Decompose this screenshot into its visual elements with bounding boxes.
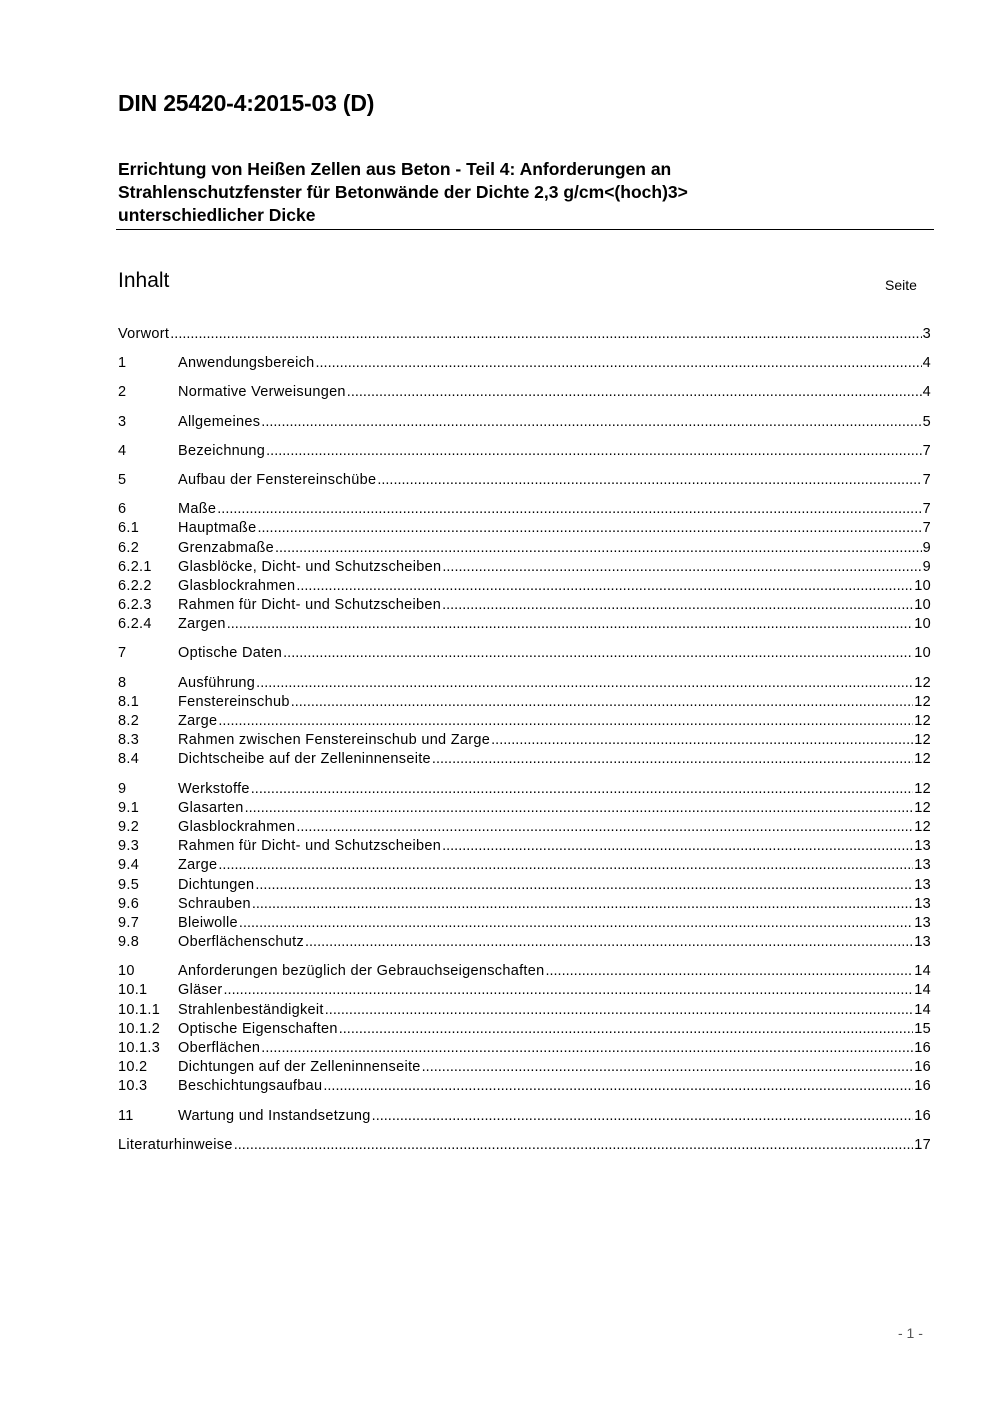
- toc-entry-label: Anwendungsbereich: [178, 355, 315, 372]
- toc-entry-number: 6.2.3: [118, 597, 152, 614]
- toc-entry-number: 11: [118, 1107, 134, 1124]
- toc-entry[interactable]: [118, 577, 931, 596]
- toc-entry-label: Optische Daten: [178, 645, 283, 662]
- toc-entry[interactable]: [118, 596, 931, 615]
- toc-dot-leader: [283, 644, 913, 663]
- toc-entry-number: 5: [118, 471, 127, 488]
- toc-entry[interactable]: [118, 354, 931, 373]
- toc-entry[interactable]: [118, 1077, 931, 1096]
- toc-entry-label: Ausführung: [178, 674, 256, 691]
- toc-entry-page: 14: [914, 1001, 931, 1018]
- toc-entry-label: Optische Eigenschaften: [178, 1020, 338, 1037]
- toc-dot-leader: [266, 442, 921, 461]
- toc-entry-label: Aufbau der Fenstereinschübe: [178, 471, 377, 488]
- toc-dot-leader: [372, 1107, 914, 1126]
- toc-entry-label: Dichtscheibe auf der Zelleninnenseite: [178, 751, 431, 768]
- toc-dot-leader: [227, 615, 914, 634]
- toc-dot-leader: [422, 1058, 914, 1077]
- toc-entry-label: Bezeichnung: [178, 442, 266, 459]
- toc-entry[interactable]: [118, 674, 931, 693]
- toc-entry[interactable]: [118, 519, 931, 538]
- toc-entry-label: Beschichtungsaufbau: [178, 1078, 323, 1095]
- toc-entry[interactable]: [118, 712, 931, 731]
- toc-dot-leader: [261, 1039, 913, 1058]
- toc-entry-page: 10: [914, 597, 931, 614]
- toc-entry-number: 9.3: [118, 838, 140, 855]
- toc-entry-page: 7: [922, 520, 931, 537]
- toc-entry-page: 4: [922, 355, 931, 372]
- toc-entry[interactable]: [118, 558, 931, 577]
- toc-entry-page: 12: [914, 713, 931, 729]
- toc-entry-page: 15: [914, 1020, 931, 1037]
- toc-entry[interactable]: [118, 731, 931, 750]
- toc-entry[interactable]: [118, 413, 931, 432]
- toc-dot-leader: [251, 780, 913, 799]
- toc-entry-number: 6.1: [118, 520, 140, 537]
- toc-entry-number: 6.2.1: [118, 558, 152, 575]
- toc-entry-number: 6: [118, 501, 127, 518]
- subtitle-line: unterschiedlicher Dicke: [118, 205, 316, 225]
- toc-entry-page: 17: [914, 1136, 931, 1153]
- toc-entry[interactable]: [118, 615, 931, 634]
- toc-entry-page: 13: [914, 934, 931, 951]
- toc-entry-number: 1: [118, 355, 127, 372]
- toc-dot-leader: [218, 856, 913, 875]
- toc-entry-label: Wartung und Instandsetzung: [178, 1107, 371, 1124]
- toc-dot-leader: [377, 471, 921, 490]
- toc-dot-leader: [275, 539, 922, 558]
- toc-entry-label: Glasblöcke, Dicht- und Schutzscheiben: [178, 558, 442, 575]
- toc-entry-label: Fenstereinschub: [178, 693, 290, 710]
- page-number: - 1 -: [898, 1325, 923, 1341]
- toc-dot-leader: [325, 1001, 914, 1020]
- toc-entry-number: 9.4: [118, 857, 140, 874]
- toc-entry-number: 10.3: [118, 1078, 148, 1095]
- toc-entry[interactable]: [118, 750, 931, 769]
- toc-dot-leader: [261, 413, 921, 432]
- toc-entry-label: Vorwort: [118, 326, 170, 342]
- toc-entry-number: 9.1: [118, 799, 140, 816]
- toc-entry[interactable]: [118, 1058, 931, 1077]
- toc-entry-number: 3: [118, 413, 127, 430]
- toc-entry-page: 12: [914, 732, 931, 749]
- toc-entry-page: 10: [914, 577, 931, 594]
- toc-entry[interactable]: [118, 837, 931, 856]
- document-title: DIN 25420-4:2015-03 (D): [118, 90, 375, 116]
- toc-entry-number: 9: [118, 780, 127, 797]
- toc-entry[interactable]: [118, 962, 931, 981]
- toc-entry-page: 7: [922, 501, 931, 518]
- toc-entry-number: 2: [118, 384, 127, 401]
- toc-entry-page: 13: [914, 914, 931, 931]
- toc-entry-number: 8: [118, 674, 127, 691]
- toc-entry-label: Allgemeines: [178, 413, 261, 430]
- toc-entry-label: Oberflächenschutz: [178, 934, 304, 951]
- toc-entry[interactable]: [118, 383, 931, 402]
- toc-entry[interactable]: [118, 693, 931, 712]
- toc-entry-page: 12: [914, 751, 931, 768]
- toc-entry[interactable]: [118, 981, 931, 1000]
- toc-entry-number: 10.1.2: [118, 1020, 161, 1037]
- toc-entry-page: 12: [914, 674, 931, 691]
- toc-entry-label: Gläser: [178, 982, 223, 999]
- toc-entry-label: Rahmen zwischen Fenstereinschub und Zarge: [178, 732, 491, 749]
- toc-entry-page: 13: [914, 895, 931, 912]
- toc-entry-label: Strahlenbeständigkeit: [178, 1001, 324, 1018]
- toc-entry-label: Bleiwolle: [178, 914, 238, 931]
- toc-dot-leader: [442, 558, 921, 577]
- toc-entry-page: 16: [914, 1107, 931, 1124]
- toc-heading: Inhalt: [118, 269, 170, 292]
- toc-dot-leader: [305, 933, 913, 952]
- toc-entry-label: Werkstoffe: [178, 780, 250, 797]
- toc-entry-label: Glasblockrahmen: [178, 577, 296, 594]
- toc-entry-page: 13: [914, 857, 931, 874]
- toc-entry-page: 16: [914, 1040, 931, 1056]
- toc-entry-label: Glasblockrahmen: [178, 818, 296, 835]
- toc-entry-label: Grenzabmaße: [178, 539, 274, 556]
- toc-entry[interactable]: [118, 818, 931, 837]
- toc-dot-leader: [545, 962, 913, 981]
- toc-entry-page: 12: [914, 693, 931, 710]
- toc-entry-page: 5: [922, 413, 931, 430]
- toc-entry-number: 8.4: [118, 751, 140, 768]
- toc-entry-number: 9.2: [118, 818, 140, 835]
- toc-entry-label: Dichtungen: [178, 876, 255, 893]
- toc-entry-number: 6.2.2: [118, 577, 152, 594]
- toc-entry-label: Zarge: [178, 713, 218, 729]
- subtitle-line: Errichtung von Heißen Zellen aus Beton - Teil 4: Anforderungen an: [118, 159, 672, 179]
- toc-entry-page: 13: [914, 876, 931, 893]
- toc-entry[interactable]: [118, 644, 931, 663]
- toc-entry-label: Dichtungen auf der Zelleninnenseite: [178, 1059, 421, 1076]
- toc-entry-label: Anforderungen bezüglich der Gebrauchseigenschaften: [178, 963, 545, 980]
- toc-entry[interactable]: [118, 799, 931, 818]
- toc-dot-leader: [291, 693, 914, 712]
- toc-entry-number: 4: [118, 442, 127, 459]
- toc-entry[interactable]: [118, 1136, 931, 1155]
- toc-entry-page: 9: [922, 558, 931, 575]
- toc-entry-page: 4: [922, 384, 931, 401]
- toc-entry-page: 16: [914, 1059, 931, 1076]
- toc-entry-number: 10: [118, 963, 135, 980]
- toc-dot-leader: [442, 596, 913, 615]
- toc-entry-label: Literaturhinweise: [118, 1136, 233, 1153]
- toc-dot-leader: [217, 500, 921, 519]
- toc-entry-page: 13: [914, 838, 931, 855]
- toc-entry[interactable]: [118, 1001, 931, 1020]
- toc-entry-number: 8.1: [118, 693, 140, 710]
- toc-entry-number: 8.2: [118, 713, 140, 729]
- toc-dot-leader: [239, 914, 913, 933]
- toc-entry-page: 9: [922, 539, 931, 556]
- toc-entry[interactable]: [118, 1020, 931, 1039]
- toc-entry-number: 10.1: [118, 982, 148, 999]
- toc-dot-leader: [316, 354, 922, 373]
- toc-entry-label: Maße: [178, 501, 217, 518]
- toc-entry-label: Normative Verweisungen: [178, 384, 346, 401]
- toc-entry-label: Schrauben: [178, 895, 251, 912]
- toc-entry-label: Rahmen für Dicht- und Schutzscheiben: [178, 597, 442, 614]
- toc-entry-page: 12: [914, 818, 931, 835]
- toc-dot-leader: [347, 383, 922, 402]
- toc-dot-leader: [255, 876, 913, 895]
- toc-entry[interactable]: [118, 1039, 931, 1058]
- toc-entry[interactable]: [118, 780, 931, 799]
- title-divider: [116, 229, 934, 230]
- toc-dot-leader: [432, 750, 913, 769]
- toc-entry[interactable]: [118, 325, 931, 344]
- toc-entry-number: 10.1.1: [118, 1001, 161, 1018]
- toc-dot-leader: [323, 1077, 913, 1096]
- toc-entry-page: 7: [922, 442, 931, 459]
- toc-dot-leader: [245, 799, 914, 818]
- toc-entry[interactable]: [118, 914, 931, 933]
- toc-entry-number: 10.1.3: [118, 1040, 161, 1056]
- toc-entry-label: Zargen: [178, 616, 226, 633]
- toc-entry-page: 3: [922, 326, 931, 342]
- toc-entry-number: 9.5: [118, 876, 140, 893]
- toc-entry[interactable]: [118, 1107, 931, 1126]
- toc-dot-leader: [491, 731, 913, 750]
- toc-entry-page: 14: [914, 982, 931, 999]
- toc-entry[interactable]: [118, 895, 931, 914]
- toc-entry[interactable]: [118, 539, 931, 558]
- toc-entry-label: Hauptmaße: [178, 520, 257, 537]
- toc-entry-number: 10.2: [118, 1059, 148, 1076]
- toc-entry-number: 9.8: [118, 934, 140, 951]
- toc-entry-number: 9.7: [118, 914, 140, 931]
- toc-dot-leader: [339, 1020, 914, 1039]
- toc-entry[interactable]: [118, 876, 931, 895]
- toc-entry-number: 7: [118, 645, 127, 662]
- toc-entry[interactable]: [118, 442, 931, 461]
- toc-dot-leader: [257, 519, 921, 538]
- toc-entry-label: Oberflächen: [178, 1040, 261, 1056]
- document-subtitle: [118, 158, 934, 227]
- toc-dot-leader: [224, 981, 914, 1000]
- toc-entry[interactable]: [118, 933, 931, 952]
- toc-entry-number: 6.2.4: [118, 616, 152, 633]
- toc-entry-page: 7: [922, 471, 931, 488]
- toc-entry-label: Zarge: [178, 857, 218, 874]
- toc-entry-page: 16: [914, 1078, 931, 1095]
- toc-entry-page: 10: [914, 616, 931, 633]
- toc-entry[interactable]: [118, 856, 931, 875]
- toc-entry-page: 12: [914, 799, 931, 816]
- toc-page-column-label: Seite: [885, 277, 917, 293]
- toc-entry-page: 10: [914, 645, 931, 662]
- toc-dot-leader: [296, 577, 913, 596]
- toc-entry[interactable]: [118, 471, 931, 490]
- table-of-contents: [118, 325, 931, 1155]
- toc-dot-leader: [442, 837, 913, 856]
- toc-dot-leader: [252, 895, 913, 914]
- toc-entry[interactable]: [118, 500, 931, 519]
- toc-entry-label: Glasarten: [178, 799, 244, 816]
- toc-entry-number: 6.2: [118, 539, 140, 556]
- toc-entry-number: 8.3: [118, 732, 140, 749]
- subtitle-line: Strahlenschutzfenster für Betonwände der Dichte 2,3 g/cm<(hoch)3>: [118, 182, 688, 202]
- toc-dot-leader: [170, 325, 921, 344]
- toc-entry-label: Rahmen für Dicht- und Schutzscheiben: [178, 838, 442, 855]
- toc-dot-leader: [296, 818, 913, 837]
- toc-entry-page: 12: [914, 780, 931, 797]
- toc-entry-page: 14: [914, 963, 931, 980]
- toc-entry-number: 9.6: [118, 895, 140, 912]
- toc-dot-leader: [218, 712, 913, 731]
- toc-dot-leader: [256, 674, 913, 693]
- toc-dot-leader: [234, 1136, 914, 1155]
